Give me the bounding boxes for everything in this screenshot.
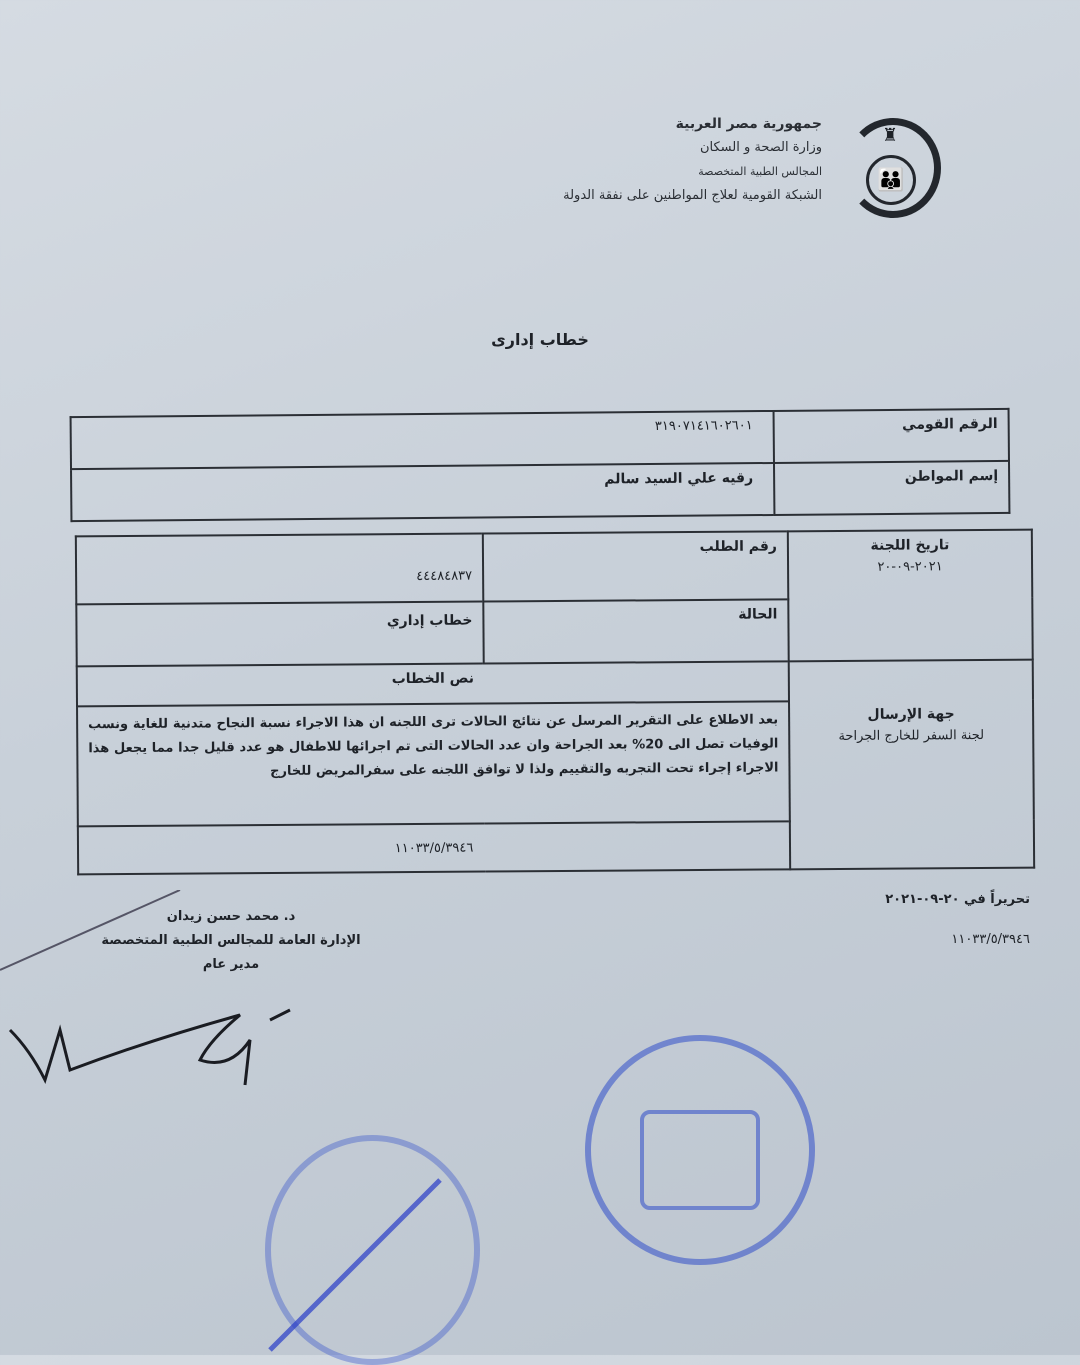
request-number-label: رقم الطلب <box>483 531 788 601</box>
national-id-label: الرقم القومي <box>774 409 1009 463</box>
footer-code: ١١٠٣٣/٥/٣٩٤٦ <box>951 932 1030 947</box>
committee-date-label: تاريخ اللجنة <box>870 537 950 554</box>
signer-position: مدير عام <box>202 957 260 972</box>
letter-text-label: نص الخطاب <box>77 661 789 706</box>
citizen-name-value: رقيه علي السيد سالم <box>71 463 774 521</box>
status-label: الحالة <box>483 599 788 663</box>
letterhead-line: جمهورية مصر العربية <box>675 116 822 132</box>
national-id-value: ٣١٩٠٧١٤١٦٠٢٦٠١ <box>71 411 774 469</box>
committee-date-cell <box>788 530 1033 662</box>
family-icon: 👪 <box>866 155 916 205</box>
table-row <box>71 409 1009 469</box>
status-value: خطاب إداري <box>76 601 483 666</box>
issue-date: تحريراً في ٢٠-٠٩-٢٠٢١ <box>885 892 1030 907</box>
signer-department: الإدارة العامة للمجالس الطبية المتخصصة <box>101 933 361 948</box>
letter-code: ١١٠٣٣/٥/٣٩٤٦ <box>78 821 790 874</box>
sender-value: لجنة السفر للخارج الجراحة <box>838 728 985 745</box>
eagle-emblem-stamp <box>640 1110 760 1210</box>
ministry-logo <box>845 118 941 218</box>
sender-cell <box>789 660 1034 870</box>
table-row <box>71 461 1009 521</box>
eagle-icon: ♜ <box>882 125 899 146</box>
page-title: خطاب إدارى <box>491 330 589 349</box>
letter-text-body: بعد الاطلاع على التقرير المرسل عن نتائج الحالات ترى اللجنه ان هذا الاجراء نسبة النجاح متدنية للغاية ونسب الوفيات تصل الى 20% بعد الجراحة وان عدد الحالات التى تم اجرائها للاطفال هو عدد قليل جدا مما يجعل هذا الاجراء إجراء تحت التجربه والتقييم ولذا لا توافق اللجنه على سفرالمريض للخارج <box>77 701 790 826</box>
sender-label: جهة الإرسال <box>867 706 955 723</box>
stamp-stroke <box>260 1160 460 1360</box>
letterhead-line: المجالس الطبية المتخصصة <box>698 165 822 178</box>
letterhead <box>563 112 822 208</box>
signature <box>0 890 320 1100</box>
letterhead-line: الشبكة القومية لعلاج المواطنين على نفقة الدولة <box>563 188 822 203</box>
request-number-value: ٤٤٤٨٤٨٣٧ <box>76 533 483 604</box>
citizen-table <box>70 408 1011 522</box>
request-table <box>75 529 1035 876</box>
citizen-name-label: إسم المواطن <box>774 461 1009 515</box>
committee-date-value: ٢٠٢١-٠٩-٢٠ <box>877 559 943 575</box>
signer-name: د. محمد حسن زيدان <box>166 909 296 924</box>
letterhead-line: وزارة الصحة و السكان <box>700 140 822 155</box>
